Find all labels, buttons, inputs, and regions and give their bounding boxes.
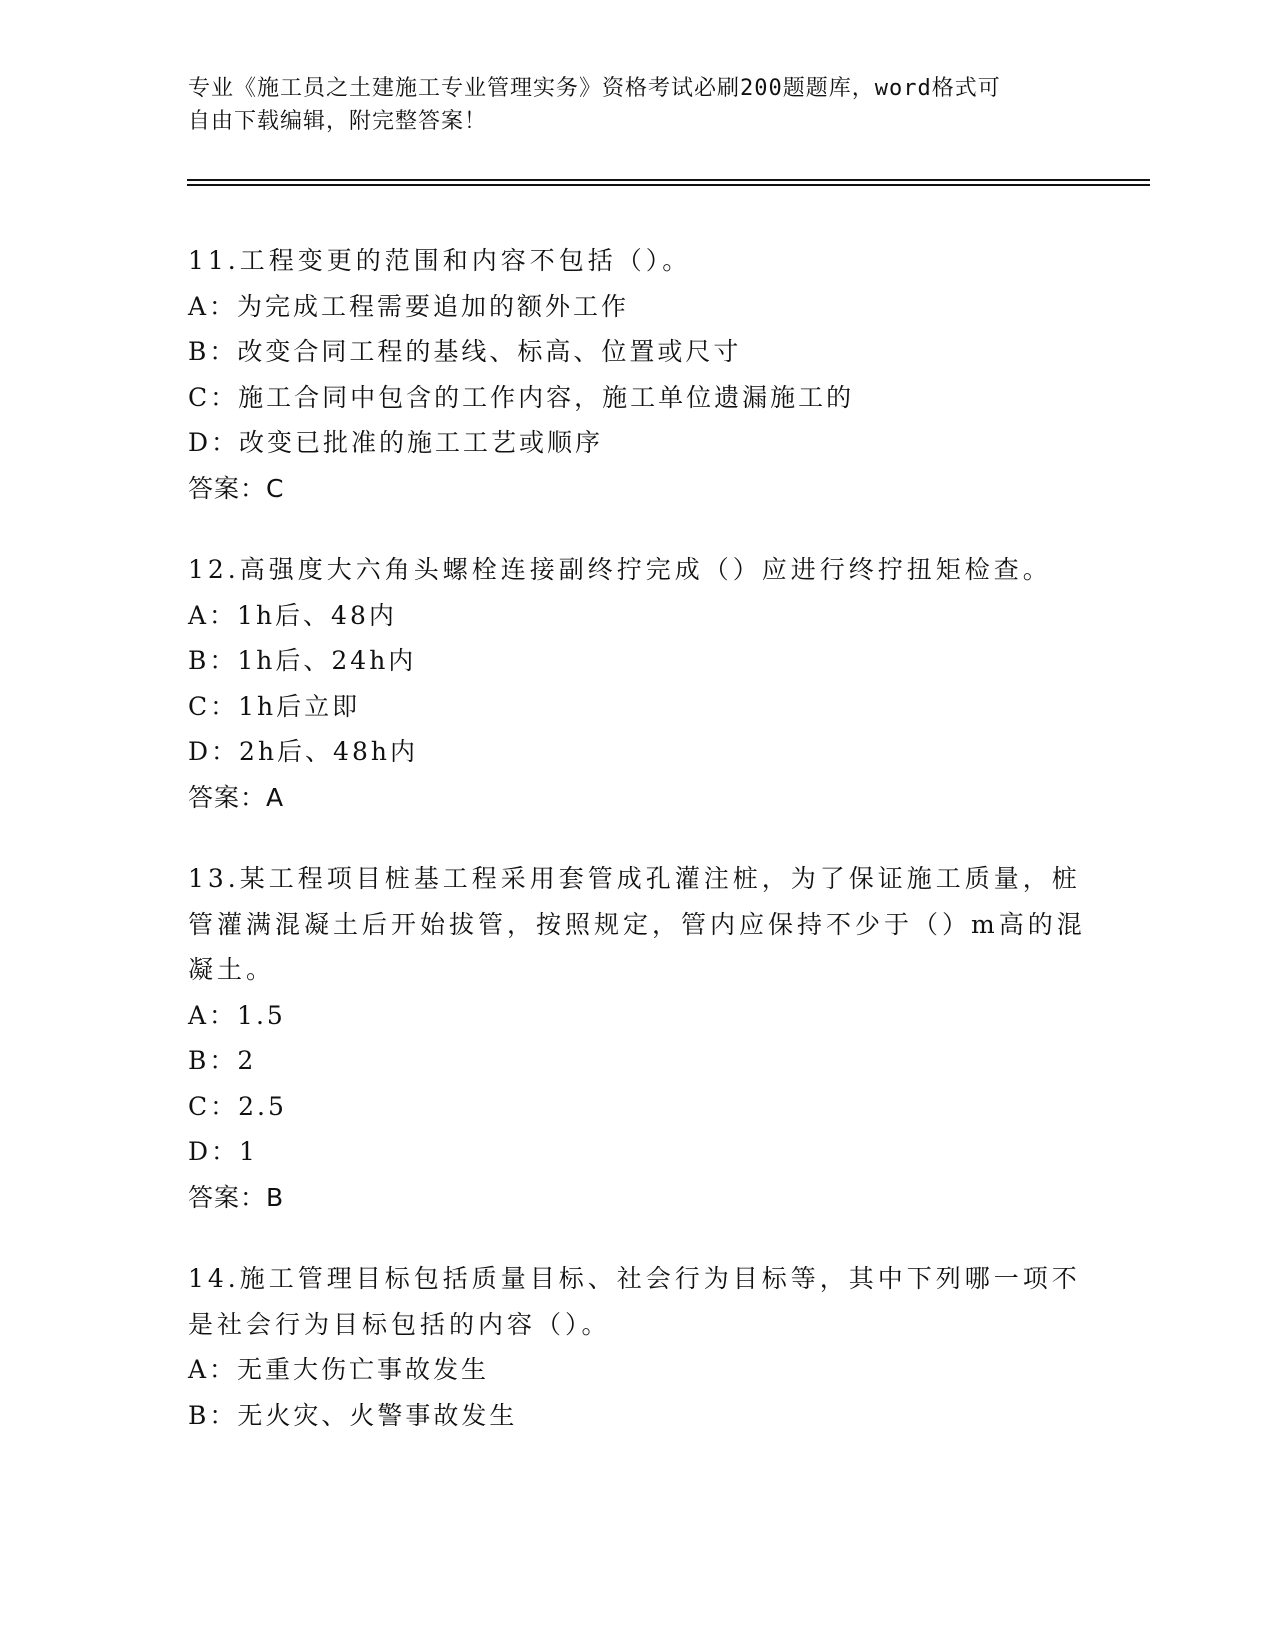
answer: 答案：B [188,1182,285,1212]
option-b: B：改变合同工程的基线、标高、位置或尺寸 [188,337,742,366]
question-11 [188,238,1088,511]
option-c: C：1h后立即 [188,691,361,721]
header-line-1: 专业《施工员之土建施工专业管理实务》资格考试必刷200题题库，word格式可 [188,76,1001,101]
question-13 [188,856,1088,1220]
question-stem-line-1: 13.某工程项目桩基工程采用套管成孔灌注桩，为了保证施工质量，桩 [188,864,1081,893]
option-a: A：1h后、48内 [188,600,397,630]
answer: 答案：A [188,782,285,812]
answer: 答案：C [188,473,285,503]
question-12 [188,547,1088,820]
option-c: C：2.5 [188,1091,287,1121]
header-line-2: 自由下载编辑，附完整答案！ [188,109,488,134]
question-stem-line-3: 凝土。 [188,955,276,984]
question-stem-line-2: 是社会行为目标包括的内容（）。 [188,1309,611,1339]
question-stem-line-1: 14.施工管理目标包括质量目标、社会行为目标等，其中下列哪一项不 [188,1264,1081,1293]
question-list [188,238,1088,1474]
document-header [188,72,1088,138]
option-a: A：1.5 [188,1000,286,1030]
option-d: D：1 [188,1137,258,1166]
option-b: B：1h后、24h内 [188,646,417,675]
option-a: A：为完成工程需要追加的额外工作 [188,291,630,321]
option-d: D：改变已批准的施工工艺或顺序 [188,428,604,457]
header-divider-top [187,179,1150,181]
question-14 [188,1256,1088,1438]
question-stem-line-2: 管灌满混凝土后开始拔管，按照规定，管内应保持不少于（）m高的混 [188,909,1086,939]
option-b: B：无火灾、火警事故发生 [188,1400,518,1430]
header-divider-bottom [187,184,1150,186]
option-c: C：施工合同中包含的工作内容，施工单位遗漏施工的 [188,382,855,412]
question-stem: 12.高强度大六角头螺栓连接副终拧完成（）应进行终拧扭矩检查。 [188,555,1052,584]
option-a: A：无重大伤亡事故发生 [188,1355,490,1384]
option-d: D：2h后、48h内 [188,737,418,766]
option-b: B：2 [188,1046,257,1075]
question-stem: 11.工程变更的范围和内容不包括（）。 [188,246,692,275]
